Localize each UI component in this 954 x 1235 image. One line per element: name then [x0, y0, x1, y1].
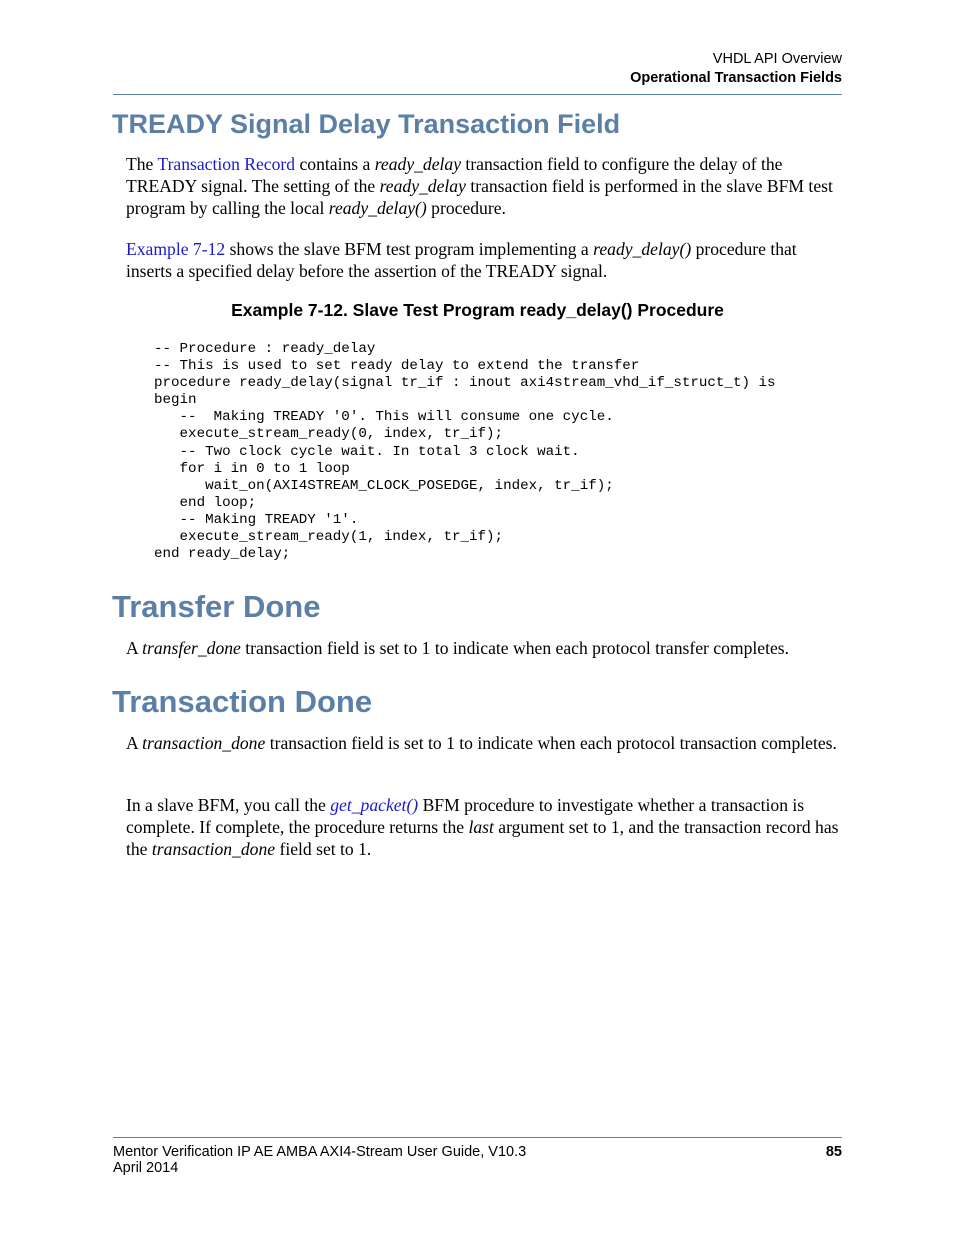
italic-term: ready_delay [374, 154, 462, 174]
italic-term: transaction_done [151, 839, 276, 859]
paragraph-tready-intro [126, 153, 842, 219]
text: argument set to 1, and the transaction record has the [126, 817, 839, 859]
paragraph-get-packet [126, 794, 842, 860]
text: transaction field is set to 1 to indicate when each protocol transfer completes. [240, 638, 790, 658]
paragraph-example-reference [126, 238, 842, 282]
heading-transaction-done: Transaction Done [112, 684, 373, 719]
text: A [126, 733, 143, 753]
example-caption: Example 7-12. Slave Test Program ready_delay() Procedure [231, 300, 724, 320]
footer-title: Mentor Verification IP AE AMBA AXI4-Stream User Guide, V10.3 [113, 1144, 527, 1160]
text: transaction field to configure the delay of the TREADY signal. The setting of the [126, 154, 783, 196]
italic-term: transfer_done [142, 638, 241, 658]
header-chapter: VHDL API Overview [712, 51, 842, 67]
text: The [126, 154, 158, 174]
text: A [126, 638, 143, 658]
page-number: 85 [825, 1144, 842, 1160]
text: In a slave BFM, you call the [126, 795, 331, 815]
text: transaction field is set to 1 to indicate when each protocol transaction completes. [265, 733, 837, 753]
header-rule [113, 94, 842, 95]
running-header [113, 50, 842, 88]
text: field set to 1. [275, 839, 372, 859]
italic-term: ready_delay() [328, 198, 427, 218]
text: transaction field is performed in the slave BFM test program by calling the local [126, 176, 833, 218]
paragraph-transfer-done [126, 637, 842, 659]
italic-term: ready_delay() [593, 239, 692, 259]
link-transaction-record[interactable]: Transaction Record [157, 154, 296, 174]
code-listing: -- Procedure : ready_delay -- This is used to set ready delay to extend the transfer procedure ready_delay(signal tr_if : inout axi4stream_vhd_if_struct_t) is begin -- Making TREADY '0'. This will consume one cycle. execute_stream_ready(0, index, tr_if); -- Two clock cycle wait. In total 3 clock wait. for i in 0 to 1 loop wait_on(AXI4STREAM_CLOCK_POSEDGE, index, tr_if); end loop; -- Making TREADY '1'. execute_stream_ready(1, index, tr_if); end ready_delay; [154, 341, 776, 563]
footer-rule [113, 1137, 842, 1138]
footer-date: April 2014 [113, 1160, 179, 1176]
text: procedure. [426, 198, 506, 218]
text: contains a [295, 154, 375, 174]
italic-term: ready_delay [379, 176, 466, 196]
heading-tready-delay: TREADY Signal Delay Transaction Field [112, 109, 621, 139]
header-section: Operational Transaction Fields [630, 70, 842, 86]
link-example-7-12[interactable]: Example 7-12 [126, 239, 226, 259]
text: shows the slave BFM test program implementing a [225, 239, 594, 259]
heading-transfer-done: Transfer Done [112, 589, 321, 624]
text: procedure that inserts a specified delay before the assertion of the TREADY signal. [126, 239, 797, 281]
italic-term: transaction_done [142, 733, 266, 753]
italic-term: last [468, 817, 494, 837]
text: BFM procedure to investigate whether a transaction is complete. If complete, the procedure returns the [126, 795, 805, 837]
link-get-packet[interactable]: get_packet() [330, 795, 419, 815]
paragraph-transaction-done [126, 732, 842, 754]
footer [113, 1144, 842, 1176]
